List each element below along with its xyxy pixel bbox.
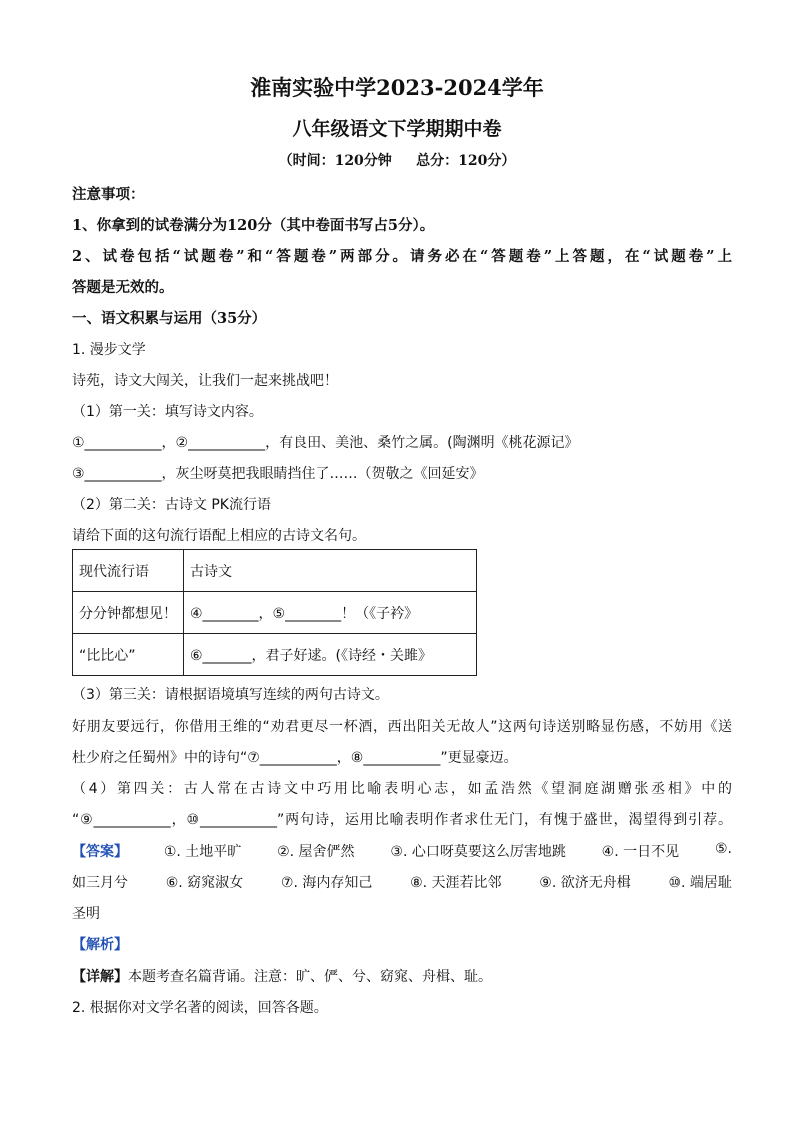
answer-item: ③. 心口呀莫要这么厉害地跳 (390, 844, 566, 860)
answer-item: ②. 屋舍俨然 (277, 844, 355, 860)
notes-item-1: 1、你拿到的试卷满分为120分（其中卷面书写占5分）。 (72, 217, 435, 234)
section1-heading: 一、语文积累与运用（35分） (72, 310, 267, 327)
q1-part1-line2: ③___________，灰尘呀莫把我眼睛挡住了……（贺敬之《回延安》 (72, 466, 484, 482)
q1-part2-intro: 请给下面的这句流行语配上相应的古诗文名句。 (72, 528, 366, 544)
answer-line-1 (72, 841, 732, 861)
table-cell: ⑥_______，君子好逑。(《诗经・关雎》 (184, 634, 477, 676)
exam-time-info: （时间：120分钟 总分：120分） (278, 153, 516, 169)
q1-title: 1. 漫步文学 (72, 342, 146, 358)
answer-item: 如三月兮 (72, 875, 128, 891)
answer-line-3: 圣明 (72, 906, 100, 922)
detail-label: 【详解】 (72, 969, 128, 985)
analysis-label: 【解析】 (72, 937, 128, 953)
answer-label: 【答案】 (72, 844, 128, 860)
answer-item: ④. 一日不见 (601, 844, 680, 860)
detail-text: 本题考查名篇背诵。注意：旷、俨、兮、窈窕、舟楫、耻。 (128, 969, 492, 985)
q1-part2-title: （2）第二关：古诗文 PK流行语 (72, 497, 271, 513)
notes-heading: 注意事项： (72, 186, 145, 203)
table-row (73, 550, 477, 592)
table-cell: “比比心” (73, 634, 184, 676)
answer-item: ⑧. 天涯若比邻 (410, 875, 502, 891)
q1-intro: 诗苑，诗文大闯关，让我们一起来挑战吧！ (72, 373, 338, 389)
notes-item-2b: 答题是无效的。 (72, 279, 174, 296)
table-row (73, 592, 477, 634)
analysis-detail (72, 966, 732, 986)
q1-part3-title: （3）第三关：请根据语境填写连续的两句古诗文。 (72, 687, 389, 703)
table-row (73, 634, 477, 676)
q1-part4-line2: “⑨___________，⑩___________”两句诗，运用比喻表明作者求仕无门，有愧于盛世，渴望得到引荐。 (72, 812, 732, 828)
answer-line-2 (72, 872, 732, 892)
q1-part3-line1: 好朋友要远行，你借用王维的“劝君更尽一杯酒，西出阳关无故人”这两句诗送别略显伤感，不妨用《送 (72, 719, 732, 735)
answer-item: ⑨. 欲济无舟楫 (539, 875, 631, 891)
answer-item: ⑦. 海内存知己 (280, 875, 373, 891)
q1-part1-line1: ①___________，②___________，有良田、美池、桑竹之属。(陶渊明《桃花源记》 (72, 435, 579, 451)
q1-part1-title: （1）第一关：填写诗文内容。 (72, 404, 263, 420)
q2-title: 2. 根据你对文学名著的阅读，回答各题。 (72, 1000, 328, 1016)
table-cell: 分分钟都想见！ (73, 592, 184, 634)
poem-table (72, 549, 477, 676)
q1-part4-line1: （4）第四关：古人常在古诗文中巧用比喻表明心志，如孟浩然《望洞庭湖赠张丞相》中的 (72, 781, 732, 797)
table-cell: ④________，⑤________！（《子衿》 (184, 592, 477, 634)
answer-item: ⑥. 窈窕淑女 (165, 875, 244, 891)
answer-item: ⑤. (714, 841, 732, 857)
exam-title: 淮南实验中学2023-2024学年 (250, 75, 544, 100)
q1-part3-line2: 杜少府之任蜀州》中的诗句“⑦___________，⑧___________”更显豪迈。 (72, 750, 518, 766)
table-header-cell: 古诗文 (184, 550, 477, 592)
answer-item: ①. 土地平旷 (163, 844, 242, 860)
answer-item: ⑩. 端居耻 (668, 875, 732, 891)
exam-subtitle: 八年级语文下学期期中卷 (292, 118, 502, 140)
table-header-cell: 现代流行语 (73, 550, 184, 592)
notes-item-2a: 2、试卷包括“试题卷”和“答题卷”两部分。请务必在“答题卷”上答题，在“试题卷”上 (72, 248, 732, 265)
